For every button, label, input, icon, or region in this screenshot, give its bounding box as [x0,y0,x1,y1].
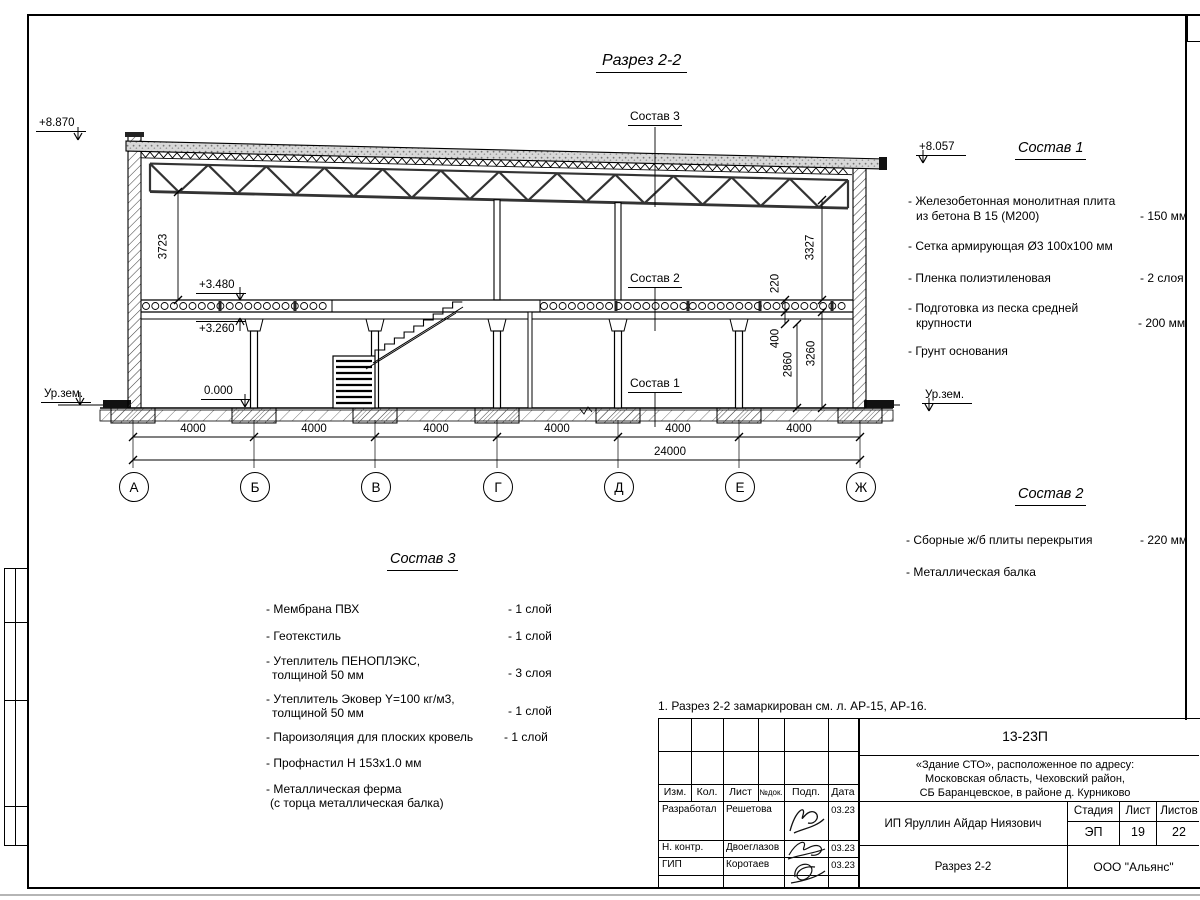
vdim-220: 220 [769,273,782,294]
col-ndok: №док. [759,787,783,797]
total-dim: 24000 [654,446,686,458]
material-item: - Пароизоляция для плоских кровель [266,730,474,744]
axis-bubble-a: А [119,472,149,502]
axis-bubble-d: Д [604,472,634,502]
col-list: Лист [729,785,752,798]
row-date: 03.23 [831,842,855,854]
filing-strip-line [15,568,16,846]
organization: ООО "Альянс" [1093,859,1174,874]
ground-level-right: Ур.зем. [922,389,972,404]
material-value: - 1 слой [508,602,552,616]
row-role: Разработал [662,804,717,816]
filing-strip-line [4,568,27,569]
leader-sostav2: Состав 2 [628,272,682,288]
row-date: 03.23 [831,859,855,871]
vdim-3260: 3260 [805,340,818,367]
col-kol: Кол. [696,785,718,798]
elevation-3260: +3.260 [196,321,246,336]
sostav1-heading: Состав 1 [1015,140,1086,160]
material-item-line2: толщиной 50 мм [272,668,364,682]
signature [786,803,828,839]
sheet-label: Лист [1125,804,1151,817]
material-item-line2: толщиной 50 мм [272,706,364,720]
sheet-number: 19 [1131,825,1145,840]
material-item-line2: из бетона В 15 (М200) [916,209,1040,223]
material-item: - Металлическая балка [906,565,1036,579]
stage-value: ЭП [1084,825,1103,840]
bay-dim: 4000 [180,423,206,435]
vdim-3723: 3723 [157,233,170,260]
material-item-line2: крупности [916,316,972,330]
col-data: Дата [831,785,855,798]
material-item: - Подготовка из песка средней [908,301,1079,315]
material-value: - 1 слой [508,629,552,643]
bay-dim: 4000 [665,423,691,435]
axis-bubble-e: Е [725,472,755,502]
leader-sostav1: Состав 1 [628,377,682,393]
row-name: Решетова [726,804,772,816]
col-podp: Подп. [792,785,820,798]
filing-strip-line [4,700,27,701]
filing-strip-line [4,806,27,807]
material-item: - Геотекстиль [266,629,341,643]
bay-dim: 4000 [786,423,812,435]
bay-dim: 4000 [544,423,570,435]
material-item: - Сборные ж/б плиты перекрытия [906,533,1093,547]
material-value: - 2 слоя [1140,271,1184,285]
bay-dim: 4000 [423,423,449,435]
sheet-title: Разрез 2-2 [934,860,992,873]
col-izm: Изм. [663,785,687,798]
leader-sostav3: Состав 3 [628,110,682,126]
stage-label: Стадия [1073,804,1114,817]
material-item: - Профнастил Н 153х1.0 мм [266,756,422,770]
material-item: - Мембрана ПВХ [266,602,360,616]
sheets-label: Листов [1160,804,1198,817]
material-value: - 200 мм [1138,316,1186,330]
project-line2: Московская область, Чеховский район, [925,773,1125,786]
project-line1: «Здание СТО», расположенное по адресу: [915,759,1135,772]
material-value: - 220 мм [1140,533,1188,547]
ground-level-left: Ур.зем. [41,388,91,403]
frame-right [1185,14,1187,720]
sheets-total: 22 [1172,825,1186,840]
material-item: - Пленка полиэтиленовая [908,271,1051,285]
title-block [658,718,1200,888]
drawing-note: 1. Разрез 2-2 замаркирован см. л. АР-15, АР-16. [658,699,927,713]
frame-top [27,14,1200,16]
material-value: - 1 слой [504,730,548,744]
bay-dim: 4000 [301,423,327,435]
axis-bubble-v: В [361,472,391,502]
project-line3: СБ Баранцевское, в районе д. Курниково [919,787,1131,800]
row-date: 03.23 [831,804,855,816]
client: ИП Яруллин Айдар Ниязович [884,817,1042,830]
sostav2-heading: Состав 2 [1015,486,1086,506]
frame-left [27,14,29,888]
elevation-8870: +8.870 [36,117,86,132]
doc-number: 13-23П [1002,728,1048,745]
vdim-2860: 2860 [782,351,795,378]
material-item: - Сетка армирующая Ø3 100х100 мм [908,239,1113,253]
axis-bubble-b: Б [240,472,270,502]
material-value: - 1 слой [508,704,552,718]
material-value: - 150 мм [1140,209,1188,223]
axis-bubble-g: Г [483,472,513,502]
material-item: - Железобетонная монолитная плита [908,194,1116,208]
filing-strip-line [4,568,5,846]
sheet-edge [0,894,1200,896]
vdim-3327: 3327 [804,234,817,261]
row-role: ГИП [662,859,682,871]
elevation-3480: +3.480 [196,279,246,294]
signature [785,837,829,887]
material-item-line2: (с торца металлическая балка) [270,796,444,810]
sostav3-heading: Состав 3 [387,551,458,571]
material-item: - Утеплитель Эковер Y=100 кг/м3, [266,692,455,706]
axis-bubble-zh: Ж [846,472,876,502]
row-name: Двоеглазов [726,842,780,854]
material-item: - Грунт основания [908,344,1008,358]
drawing-title: Разрез 2-2 [596,52,687,73]
row-role: Н. контр. [662,842,704,854]
row-name: Коротаев [726,859,770,871]
filing-strip-line [4,622,27,623]
elevation-8057: +8.057 [916,141,966,156]
corner-box [1187,16,1200,42]
material-item: - Металлическая ферма [266,782,402,796]
material-value: - 3 слоя [508,666,552,680]
filing-strip-line [4,845,27,846]
elevation-0000: 0.000 [201,385,251,400]
vdim-400: 400 [769,328,782,349]
material-item: - Утеплитель ПЕНОПЛЭКС, [266,654,421,668]
